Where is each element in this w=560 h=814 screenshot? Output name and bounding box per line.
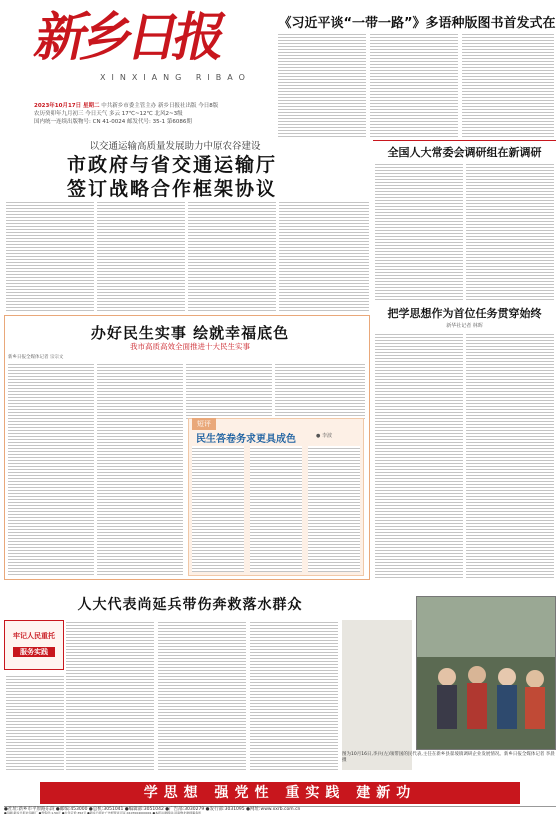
- right-headline-1[interactable]: 全国人大常委会调研组在新调研: [387, 146, 542, 159]
- article-body: [370, 32, 458, 138]
- article-body: [275, 362, 365, 420]
- divider: [373, 140, 556, 141]
- inline-banner-line2: 服务实践: [13, 647, 55, 657]
- lead-title-2[interactable]: 签订战略合作框架协议: [66, 178, 277, 200]
- cn-number: 国内统一连续出版物号: CN 41-0024 邮发代号: 35-1: [34, 119, 166, 125]
- right-headline-2[interactable]: 把学思想作为首位任务贯穿始终: [387, 307, 542, 320]
- photo-secondary: [342, 620, 412, 770]
- feature-byline: 新乡日报全媒体记者 宗宗文: [8, 355, 64, 360]
- photo-caption: 图为10月16日,李兵(左)领带国的民代表,主任在新乡县翟坡镇调研企业发展情况。新乡日报全媒体记者 李晨 摄: [342, 752, 555, 763]
- weather: 今日天气 多云 17℃~12℃ 北风2~3级: [85, 111, 183, 117]
- masthead-info: [34, 102, 234, 126]
- article-body: [192, 446, 244, 572]
- issue-date: 2023年10月17日 星期二: [34, 103, 100, 109]
- issue-info: 中共新乡市委主管主办 新乡日报社出版 今日8版: [101, 103, 219, 109]
- article-body: [308, 446, 360, 572]
- article-body: [97, 362, 183, 576]
- article-body: [6, 200, 94, 312]
- article-body: [250, 620, 338, 772]
- slogan-banner: 学思想 强党性 重实践 建新功: [40, 782, 520, 804]
- footer-line-2: ●印刷:新乡日报社印刷厂 ●零售价:1.50元 ●全年定价:352元 ●新乡日报社广告经营许可证:4107004000001 ●本报法律顾问:河南豫北律师事务所: [4, 811, 202, 814]
- issue-number: 第6086期: [166, 119, 192, 125]
- sidebar-tag: 短评: [192, 418, 216, 430]
- sidebar-byline: ● 李波: [316, 433, 332, 439]
- news-photo: [416, 596, 556, 750]
- article-body: [250, 446, 302, 572]
- article-body: [375, 332, 463, 580]
- article-body: [8, 362, 94, 576]
- sidebar-title[interactable]: 民生答卷务求更具成色: [196, 434, 296, 445]
- inline-banner-line1: 牢记人民重托: [13, 632, 55, 640]
- top-right-headline[interactable]: 《习近平谈“一带一路”》多语种版图书首发式在: [278, 16, 556, 31]
- article-body: [466, 332, 554, 580]
- lead-kicker: 以交通运输高质量发展助力中原农谷建设: [89, 141, 261, 152]
- masthead-pinyin: XINXIANG RIBAO: [100, 73, 251, 82]
- lead-title-1[interactable]: 市政府与省交通运输厅: [66, 154, 277, 176]
- article-body: [278, 32, 366, 138]
- article-body: [158, 620, 246, 772]
- footer-line-1: ●社址:新乡市平原路东段 ●邮编:453000 ●总机:3051041 ●编辑部:3051042 ●广告部:3030279 ●发行部:3031095 ●网址:www.xxrb.com.cn: [4, 807, 301, 812]
- feature-subtitle: 我市高质高效全面推进十大民生实事: [130, 342, 250, 351]
- masthead-title: 新乡日报: [29, 7, 227, 68]
- feature-title[interactable]: 办好民生实事 绘就幸福底色: [90, 324, 290, 342]
- article-body: [188, 200, 276, 312]
- article-body: [66, 620, 154, 772]
- lunar-date: 农历癸卯年九月初三: [34, 111, 84, 117]
- article-body: [6, 674, 64, 772]
- right-byline: 新华社记者 林晖: [446, 323, 483, 329]
- article-body: [466, 162, 554, 300]
- bottom-headline[interactable]: 人大代表尚延兵带伤奔救落水群众: [77, 597, 303, 613]
- photo-image: [417, 597, 556, 750]
- article-body: [462, 32, 554, 138]
- article-body: [375, 162, 463, 300]
- inline-banner: [4, 620, 64, 670]
- article-body: [186, 362, 272, 420]
- article-body: [279, 200, 369, 312]
- article-body: [97, 200, 185, 312]
